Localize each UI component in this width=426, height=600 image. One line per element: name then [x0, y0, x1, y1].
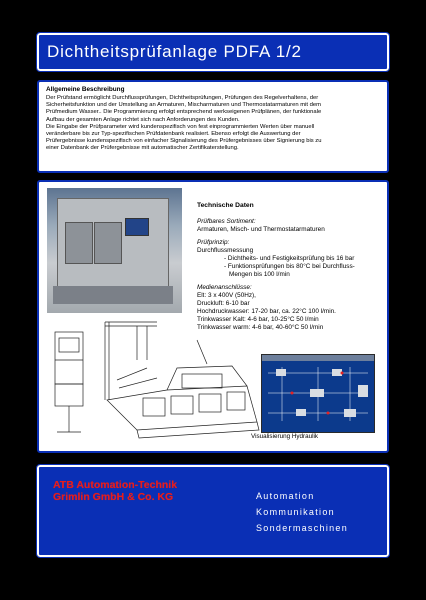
- medien-label: Medienanschlüsse:: [197, 284, 252, 291]
- page-title: Dichtheitsprüfanlage PDFA 1/2: [47, 42, 302, 61]
- description-line: Die Eingabe der Prüfparameter wird kundenspezifisch von fest einprogrammierten Werten über manuell: [46, 123, 315, 130]
- sortiment-value: Armaturen, Misch- und Thermostatarmaturen: [197, 226, 325, 233]
- prinzip-value: Durchflussmessung: [197, 247, 254, 254]
- description-line: Der Prüfstand ermöglicht Durchflussprüfungen, Dichtheitsprüfungen, Prüfungen des Regelverhaltens, der: [46, 95, 319, 101]
- company-name-line1: ATB Automation-Technik: [53, 479, 178, 491]
- medien-line: Trinkwasser Kalt: 4-6 bar, 10-25°C 50 l/min: [197, 316, 319, 323]
- hydraulic-visualization-screen: [261, 354, 375, 433]
- service-sondermaschinen: Sondermaschinen: [256, 523, 349, 533]
- control-panel-screen: [125, 218, 149, 236]
- prinzip-bullet: - Funktionsprüfungen bis 80°C bei Durchfluss-: [224, 263, 355, 270]
- description-heading: Allgemeine Beschreibung: [46, 86, 125, 93]
- description-line: Prüfergebnisse kundenspezifisch von einfacher Signalisierung des Prüfergebnisses über Signierung bis zu: [46, 138, 322, 145]
- machine-line-drawing: [47, 320, 272, 445]
- prinzip-label: Prüfprinzip:: [197, 239, 230, 246]
- visualization-caption: Visualisierung Hydraulik: [251, 433, 319, 440]
- hydraulic-diagram: [262, 355, 374, 432]
- company-name-line2: Grimlin GmbH & Co. KG: [53, 491, 174, 503]
- title-banner: [37, 33, 389, 71]
- technical-data-heading: Technische Daten: [197, 202, 254, 209]
- machine-photo: [47, 188, 182, 313]
- company-name: [53, 479, 177, 503]
- company-footer-box: [37, 465, 389, 557]
- description-line: einer Datenbank der Prüfergebnisse mit automatischer Zertifikaterstellung.: [46, 145, 239, 152]
- medien-line: Hochdruckwasser: 17-20 bar, ca. 22°C 100 l/min.: [197, 308, 336, 315]
- medien-line: Druckluft: 6-10 bar: [197, 300, 250, 307]
- service-automation: Automation: [256, 491, 315, 501]
- prinzip-bullet: Mengen bis 100 l/min: [229, 271, 290, 278]
- description-line: Sicherheitsfunktion und der Umstellung an Armaturen, Mischarmaturen und Thermostatarmaturen mit dem: [46, 102, 322, 109]
- prinzip-bullet: - Dichtheits- und Festigkeitsprüfung bis 16 bar: [224, 255, 355, 262]
- description-line: Aufbau der gesamten Anlage richtet sich nach Anforderungen des Kunden.: [46, 116, 240, 123]
- sortiment-label: Prüfbares Sortiment:: [197, 218, 256, 225]
- machine-door: [65, 222, 93, 264]
- technical-data-box: [37, 180, 389, 453]
- description-line: veränderbare bis zur Typ-spezifischen Prüfdatenbank realisiert. Ebenso erfolgt die Auswertung der: [46, 131, 301, 137]
- machine-door: [94, 222, 122, 264]
- description-box: [37, 80, 389, 173]
- description-line: Prüfmedium Wasser.. Die Programmierung erfolgt entsprechend werkseigenen Prüfplänen, der funktionale: [46, 109, 322, 116]
- medien-line: Elt: 3 x 400V (50Hz),: [197, 292, 256, 299]
- medien-line: Trinkwasser warm: 4-6 bar, 40-60°C 50 l/min: [197, 324, 324, 331]
- service-kommunikation: Kommunikation: [256, 507, 335, 517]
- machine-base: [53, 286, 173, 304]
